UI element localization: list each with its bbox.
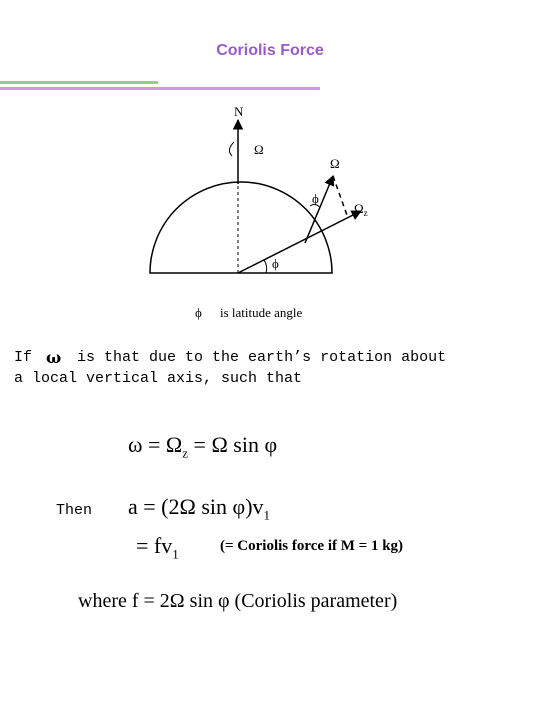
hemisphere-outline: [150, 182, 332, 273]
then-label: Then: [56, 502, 93, 519]
title-divider-green: [0, 81, 158, 84]
intro-line-1: If is that due to the earth’s rotation about: [14, 349, 447, 366]
title-divider-purple: [0, 87, 320, 90]
caption-text: is latitude angle: [220, 305, 303, 320]
equation-acceleration: a = (2Ω $\sin \varphi)v_1$: [128, 494, 271, 523]
lower-angle-arc: [264, 260, 267, 273]
equation-omega: $\omega = \Omega_z = \Omega$ sin φ: [128, 432, 278, 461]
equation-coriolis-parameter: where f = 2Ω sin φ (Coriolis parameter): [78, 590, 398, 612]
omega-label: Ω: [330, 156, 340, 171]
omega-symbol: ω: [46, 348, 62, 367]
earth-rotation-diagram: [140, 98, 400, 328]
page-title: Coriolis Force: [216, 42, 324, 59]
equation-fv: = $fv_1$: [136, 533, 179, 562]
omega-z-dashed: [333, 176, 348, 218]
rotation-curl: [229, 142, 234, 156]
phi-upper: ϕ: [312, 191, 319, 206]
north-label: N: [234, 104, 244, 119]
phi-lower: ϕ: [272, 256, 279, 271]
omega-axis-label: Ω: [254, 142, 264, 157]
coriolis-force-note: (= Coriolis force if M = 1 kg): [220, 538, 404, 554]
caption-symbol: ϕ: [195, 305, 202, 320]
local-vertical-arrow: [238, 211, 361, 273]
omega-z-label: $\Omega_z$: [354, 201, 368, 218]
intro-line-2: a local vertical axis, such that: [14, 370, 303, 387]
